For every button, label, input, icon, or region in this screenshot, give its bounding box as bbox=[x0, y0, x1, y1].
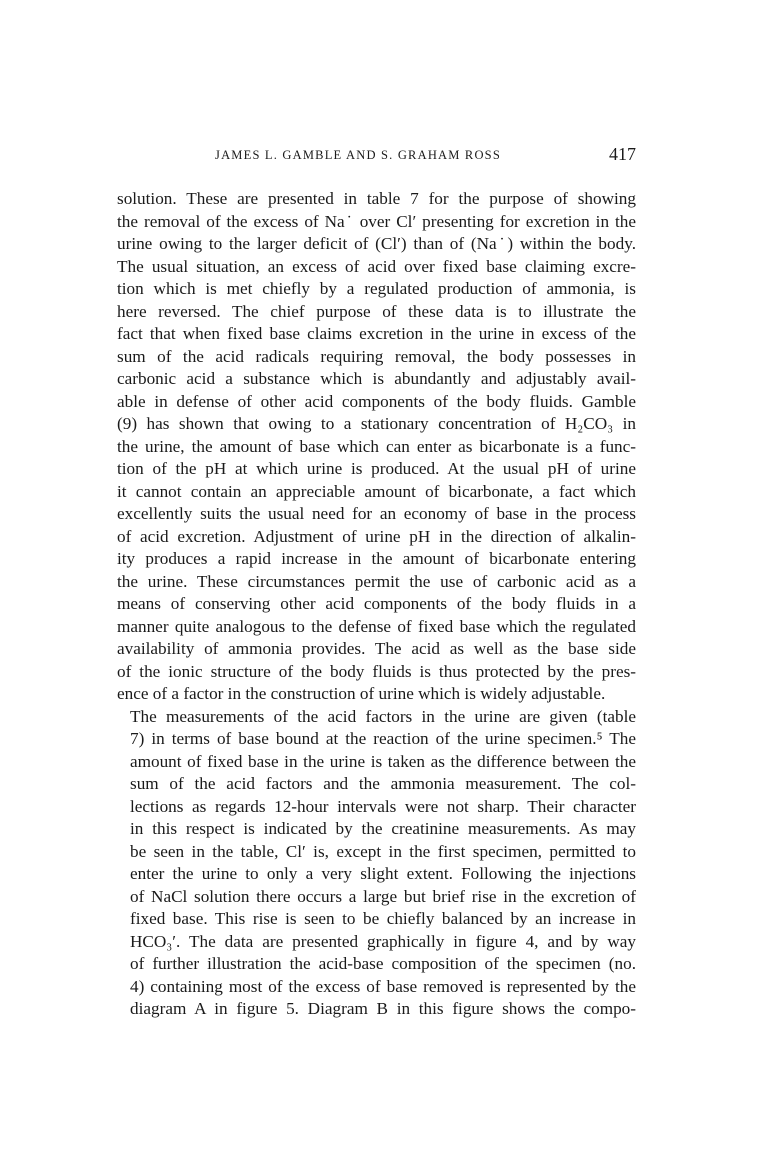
text-line: means of conserving other acid components of the body fluids in a bbox=[117, 594, 636, 613]
text-line: fixed base. This rise is seen to be chiefly balanced by an increase in bbox=[130, 909, 636, 928]
text-line: sum of the acid radicals requiring removal, the body possesses in bbox=[117, 346, 636, 366]
book-page bbox=[117, 146, 636, 1021]
running-head bbox=[117, 146, 636, 168]
text-line: enter the urine to only a very slight extent. Following the injections bbox=[130, 864, 636, 883]
text-line: solution. These are presented in table 7 for the purpose of showing bbox=[117, 189, 636, 208]
text-line: the urine, the amount of base which can enter as bicarbonate is a func- bbox=[117, 436, 636, 456]
text-line: The usual situation, an excess of acid over fixed base claiming excre- bbox=[117, 256, 636, 276]
text-line: in this respect is indicated by the creatinine measurements. As may bbox=[130, 819, 636, 838]
text-line: tion of the pH at which urine is produced. At the usual pH of urine bbox=[117, 459, 636, 478]
paragraph-2 bbox=[117, 706, 636, 1021]
text-line: sum of the acid factors and the ammonia measurement. The col- bbox=[130, 774, 636, 793]
text-line: (9) has shown that owing to a stationary concentration of H₂CO₃ in bbox=[117, 414, 636, 433]
running-head-authors: JAMES L. GAMBLE AND S. GRAHAM ROSS bbox=[215, 148, 501, 162]
text-line: fact that when fixed base claims excretion in the urine in excess of the bbox=[117, 324, 636, 343]
text-line: the removal of the excess of Na˙ over Cl′ presenting for excretion in the bbox=[117, 211, 636, 231]
text-line: be seen in the table, Cl′ is, except in the first specimen, permitted to bbox=[130, 841, 636, 861]
text-line: the urine. These circumstances permit the use of carbonic acid as a bbox=[117, 571, 636, 591]
page-number: 417 bbox=[609, 144, 636, 164]
text-line: 4) containing most of the excess of base removed is represented by the bbox=[130, 976, 636, 996]
text-line: it cannot contain an appreciable amount of bicarbonate, a fact which bbox=[117, 481, 636, 501]
text-line: HCO₃′. The data are presented graphically in figure 4, and by way bbox=[130, 931, 636, 951]
text-line: diagram A in figure 5. Diagram B in this figure shows the compo- bbox=[130, 999, 636, 1018]
paragraph-1 bbox=[117, 188, 636, 706]
text-line: of NaCl solution there occurs a large but brief rise in the excretion of bbox=[130, 886, 636, 906]
text-line: able in defense of other acid components of the body fluids. Gamble bbox=[117, 391, 636, 411]
text-line: urine owing to the larger deficit of (Cl′) than of (Na˙) within the body. bbox=[117, 234, 636, 253]
text-line: lections as regards 12-hour intervals were not sharp. Their character bbox=[130, 796, 636, 816]
text-line: The measurements of the acid factors in the urine are given (table bbox=[130, 706, 636, 726]
text-line: of acid excretion. Adjustment of urine pH in the direction of alkalin- bbox=[117, 526, 636, 546]
text-line: of further illustration the acid-base composition of the specimen (no. bbox=[130, 954, 636, 973]
text-line: excellently suits the usual need for an economy of base in the process bbox=[117, 504, 636, 523]
text-line: ity produces a rapid increase in the amount of bicarbonate entering bbox=[117, 549, 636, 568]
body-text bbox=[117, 188, 636, 1021]
text-line: amount of fixed base in the urine is taken as the difference between the bbox=[130, 751, 636, 771]
text-line: here reversed. The chief purpose of these data is to illustrate the bbox=[117, 301, 636, 321]
text-line: ence of a factor in the construction of urine which is widely adjustable. bbox=[117, 684, 606, 703]
text-line: manner quite analogous to the defense of fixed base which the regulated bbox=[117, 616, 636, 636]
text-line: availability of ammonia provides. The acid as well as the base side bbox=[117, 639, 636, 658]
text-line: of the ionic structure of the body fluids is thus protected by the pres- bbox=[117, 661, 636, 681]
text-line: carbonic acid a substance which is abundantly and adjustably avail- bbox=[117, 369, 636, 388]
text-line: tion which is met chiefly by a regulated production of ammonia, is bbox=[117, 279, 636, 298]
text-line: 7) in terms of base bound at the reaction of the urine specimen.⁵ The bbox=[130, 729, 636, 748]
